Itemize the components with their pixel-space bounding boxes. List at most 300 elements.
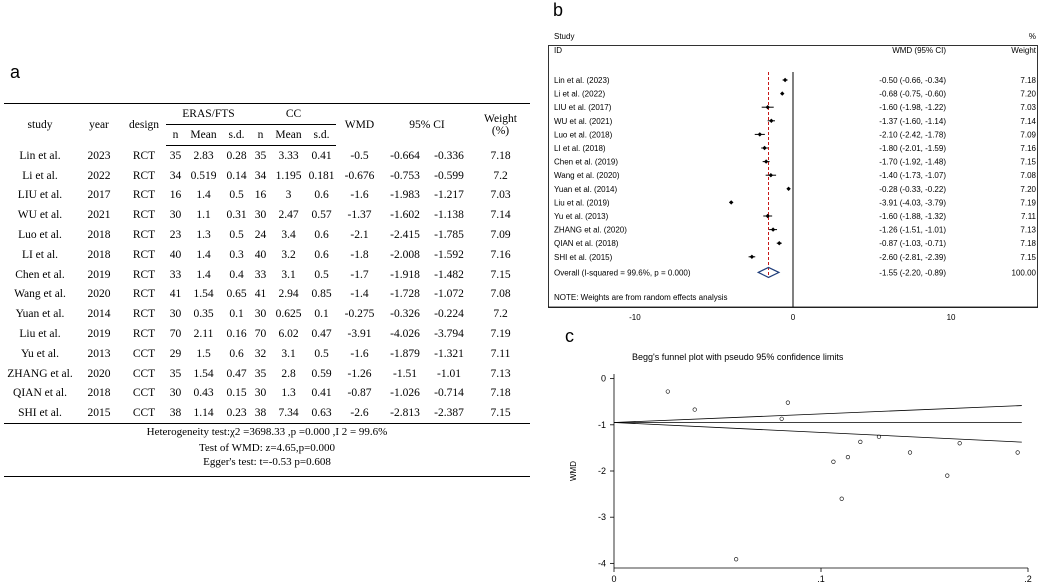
forest-study-label: ZHANG et al. (2020): [554, 225, 627, 235]
forest-overall-ci-text: -1.55 (-2.20, -0.89): [879, 268, 946, 278]
forest-ci-text: -1.37 (-1.60, -1.14): [879, 116, 946, 126]
forest-study-label: Liu et al. (2019): [554, 198, 610, 208]
forest-ci-text: -1.60 (-1.88, -1.32): [879, 212, 946, 221]
funnel-xtick-label: .2: [1024, 574, 1032, 584]
cell-ci-low: -2.008: [390, 248, 420, 261]
cell-cc-mean: 3: [285, 189, 292, 202]
cell-wmd: -3.91: [347, 328, 372, 341]
eggers-test: Egger's test: t=-0.53 p=0.608: [4, 456, 530, 477]
table-row: [4, 364, 530, 384]
cell-weight: 7.19: [490, 328, 511, 341]
cell-design: RCT: [132, 209, 156, 222]
cell-design: CCT: [132, 347, 156, 360]
forest-ci-text: -0.87 (-1.03, -0.71): [879, 239, 946, 249]
panel-label-c: c: [565, 326, 574, 346]
forest-study-label: Yu et al. (2013): [554, 212, 609, 221]
cell-cc-sd: 0.5: [314, 347, 329, 360]
cell-year: 2014: [87, 308, 111, 321]
forest-ci-text: -1.60 (-1.98, -1.22): [879, 103, 946, 113]
cell-eras-mean: 0.519: [190, 169, 217, 182]
cell-wmd: -1.37: [347, 209, 372, 222]
cell-wmd: -0.275: [344, 308, 375, 321]
cell-cc-sd: 0.5: [314, 268, 329, 281]
forest-point-estimate: [771, 227, 775, 231]
forest-ci-text: -0.68 (-0.75, -0.60): [879, 89, 946, 99]
cell-ci-low: -1.879: [390, 347, 420, 360]
forest-weight-text: 7.14: [1020, 116, 1036, 126]
header-weight-label: Weight: [484, 112, 517, 125]
forest-study-label: Chen et al. (2019): [554, 157, 619, 167]
cell-eras-n: 41: [169, 288, 182, 301]
funnel-point: [859, 440, 863, 444]
cell-weight: 7.13: [490, 367, 511, 380]
funnel-ytick-label: -4: [597, 558, 606, 569]
funnel-point: [734, 557, 738, 561]
forest-header-pct: %: [1028, 32, 1036, 41]
panel-label-a: a: [10, 62, 21, 82]
funnel-point: [846, 455, 850, 459]
cell-ci-low: -0.326: [390, 308, 420, 321]
cell-eras-mean: 1.4: [196, 189, 211, 202]
cell-ci-low: -2.813: [383, 403, 427, 423]
funnel-point: [958, 441, 962, 445]
table-row: [4, 205, 530, 225]
cell-eras-mean: 1.3: [196, 229, 211, 242]
forest-study-label: WU et al. (2021): [554, 116, 613, 126]
funnel-ytick-label: 0: [600, 373, 606, 384]
cell-eras-n: 70: [169, 328, 182, 341]
cell-eras-mean: 0.35: [193, 308, 214, 321]
cell-wmd: -0.676: [344, 169, 375, 182]
table-row: [4, 225, 530, 245]
cell-wmd: -1.26: [347, 367, 372, 380]
cell-study: Liu et al.: [19, 328, 61, 341]
cell-ci-high: -0.599: [434, 169, 464, 182]
cell-eras-sd: 0.23: [222, 403, 251, 423]
header-design: design: [122, 104, 166, 146]
cell-ci-high: -1.138: [434, 209, 464, 222]
header-eras-fts: ERAS/FTS: [166, 104, 251, 125]
cell-year: 2019: [87, 328, 111, 341]
cell-weight: 7.18: [490, 387, 511, 400]
table-row: [4, 324, 530, 344]
header-eras-n: n: [166, 125, 185, 146]
forest-weight-text: 7.20: [1020, 89, 1036, 99]
forest-overall-label: Overall (I-squared = 99.6%, p = 0.000): [554, 268, 691, 278]
cell-weight: 7.15: [471, 403, 530, 423]
forest-study-label: Li et al. (2022): [554, 89, 606, 99]
cell-study: Wang et al.: [14, 288, 66, 301]
header-95ci: 95% CI: [383, 104, 471, 146]
funnel-upper-limit: [614, 406, 1022, 423]
forest-point-estimate: [786, 187, 790, 191]
table-row: [4, 403, 530, 423]
cell-weight: 7.11: [490, 347, 511, 360]
cell-wmd: -1.7: [350, 268, 369, 281]
cell-ci-low: -4.026: [390, 328, 420, 341]
cell-cc-n: 34: [254, 169, 267, 182]
cell-study: Yu et al.: [20, 347, 59, 360]
cell-cc-mean: 2.94: [278, 288, 299, 301]
cell-design: RCT: [132, 268, 156, 281]
forest-study-label: Yuan et al. (2014): [554, 184, 618, 194]
cell-cc-sd: 0.6: [314, 189, 329, 202]
table-row: [4, 245, 530, 265]
table-body: [4, 146, 530, 424]
forest-ci-text: -3.91 (-4.03, -3.79): [879, 198, 946, 208]
table-row: [4, 166, 530, 186]
cell-eras-n: 29: [169, 347, 182, 360]
forest-point-estimate: [769, 119, 773, 123]
cell-ci-high: -0.714: [434, 387, 464, 400]
cell-cc-mean: 2.8: [281, 367, 296, 380]
cell-cc-sd: 0.47: [311, 328, 332, 341]
cell-cc-sd: 0.6: [314, 248, 329, 261]
cell-eras-sd: 0.28: [226, 149, 247, 162]
cell-year: 2019: [87, 268, 111, 281]
cell-eras-mean: 0.43: [193, 387, 214, 400]
cell-year: 2013: [87, 347, 111, 360]
cell-cc-sd: 0.59: [311, 367, 332, 380]
cell-eras-n: 16: [169, 189, 182, 202]
cell-design: CCT: [122, 403, 166, 423]
forest-point-estimate: [783, 78, 787, 82]
meta-analysis-table: [4, 103, 530, 477]
cell-eras-mean: 1.1: [196, 209, 211, 222]
cell-design: CCT: [132, 367, 156, 380]
forest-weight-text: 7.08: [1020, 171, 1036, 181]
cell-design: CCT: [132, 387, 156, 400]
header-weight: [471, 104, 530, 146]
cell-cc-n: 16: [254, 189, 267, 202]
cell-eras-n: 30: [169, 308, 182, 321]
cell-weight: 7.15: [490, 268, 511, 281]
header-cc: CC: [251, 104, 336, 125]
cell-eras-n: 35: [169, 367, 182, 380]
cell-weight: 7.2: [493, 169, 508, 182]
cell-ci-high: -1.072: [434, 288, 464, 301]
funnel-title: Begg's funnel plot with pseudo 95% confidence limits: [632, 352, 844, 362]
header-wmd: WMD: [336, 104, 383, 146]
cell-eras-n: 30: [169, 209, 182, 222]
cell-eras-sd: 0.47: [226, 367, 247, 380]
forest-weight-text: 7.20: [1020, 184, 1036, 194]
header-study: study: [4, 104, 76, 146]
cell-weight: 7.16: [490, 248, 511, 261]
forest-weight-text: 7.19: [1020, 198, 1036, 208]
forest-weight-text: 7.03: [1020, 103, 1036, 113]
cell-eras-n: 40: [169, 248, 182, 261]
cell-weight: 7.09: [490, 229, 511, 242]
cell-cc-n: 41: [254, 288, 267, 301]
cell-eras-sd: 0.4: [229, 268, 244, 281]
forest-study-label: Wang et al. (2020): [554, 171, 620, 181]
cell-design: RCT: [132, 229, 156, 242]
cell-ci-high: -0.336: [434, 149, 464, 162]
cell-design: RCT: [132, 169, 156, 182]
funnel-ylabel: WMD: [569, 461, 578, 481]
cell-wmd: -0.5: [350, 149, 369, 162]
table-row: [4, 146, 530, 166]
cell-cc-sd: 0.57: [311, 209, 332, 222]
forest-study-label: Lin et al. (2023): [554, 76, 610, 85]
cell-wmd: -2.1: [350, 229, 369, 242]
forest-point-estimate: [766, 214, 770, 218]
cell-eras-mean: 2.11: [193, 328, 214, 341]
header-cc-sd: s.d.: [307, 125, 336, 146]
wmd-test: Test of WMD: z=4.65,p=0.000: [198, 442, 336, 455]
cell-cc-n: 38: [251, 403, 270, 423]
cell-eras-sd: 0.65: [226, 288, 247, 301]
cell-cc-n: 30: [254, 209, 267, 222]
cell-eras-sd: 0.15: [226, 387, 247, 400]
cell-eras-sd: 0.5: [229, 229, 244, 242]
cell-ci-low: -1.918: [390, 268, 420, 281]
cell-cc-mean: 3.33: [278, 149, 299, 162]
heterogeneity-test: Heterogeneity test:χ2 =3698.33 ,p =0.000 ,I 2 = 99.6%: [146, 426, 388, 439]
funnel-point: [786, 401, 790, 405]
cell-ci-low: -1.602: [390, 209, 420, 222]
cell-year: 2020: [87, 288, 111, 301]
funnel-point: [780, 417, 784, 421]
funnel-point: [945, 474, 949, 478]
cell-eras-n: 30: [169, 387, 182, 400]
cell-ci-high: -3.794: [434, 328, 464, 341]
cell-cc-mean: 6.02: [278, 328, 299, 341]
funnel-point: [908, 451, 912, 455]
forest-ci-text: -0.28 (-0.33, -0.22): [879, 184, 946, 194]
cell-weight: 7.03: [490, 189, 511, 202]
cell-cc-n: 35: [254, 149, 267, 162]
cell-cc-sd: 0.63: [307, 403, 336, 423]
cell-ci-high: -1.785: [434, 229, 464, 242]
cell-cc-n: 33: [254, 268, 267, 281]
cell-ci-low: -1.728: [390, 288, 420, 301]
forest-header-wmd: WMD (95% CI): [892, 46, 946, 55]
cell-ci-low: -1.983: [390, 189, 420, 202]
cell-ci-high: -1.592: [434, 248, 464, 261]
cell-ci-high: -1.482: [434, 268, 464, 281]
forest-point-estimate: [764, 159, 768, 163]
cell-study: Chen et al.: [15, 268, 65, 281]
forest-point-estimate: [766, 105, 770, 109]
cell-cc-sd: 0.41: [311, 149, 332, 162]
cell-ci-low: -1.51: [393, 367, 417, 380]
header-cc-n: n: [251, 125, 270, 146]
cell-year: 2021: [87, 209, 111, 222]
funnel-point: [1016, 451, 1020, 455]
cell-eras-mean: 1.4: [196, 268, 211, 281]
cell-cc-mean: 3.2: [281, 248, 296, 261]
forest-xtick-label: 10: [946, 313, 956, 322]
table-row: [4, 285, 530, 305]
cell-cc-sd: 0.1: [314, 308, 329, 321]
cell-study: QIAN et al.: [13, 387, 67, 400]
table-row: [4, 304, 530, 324]
cell-eras-mean: 2.83: [193, 149, 214, 162]
cell-weight: 7.14: [490, 209, 511, 222]
forest-point-estimate: [777, 241, 781, 245]
cell-eras-n: 35: [169, 149, 182, 162]
cell-eras-mean: 1.54: [193, 288, 214, 301]
cell-eras-sd: 0.5: [229, 189, 244, 202]
funnel-lower-limit: [614, 423, 1022, 443]
cell-year: 2020: [87, 367, 111, 380]
cell-year: 2022: [87, 169, 111, 182]
cell-eras-mean: 1.54: [193, 367, 214, 380]
cell-eras-sd: 0.3: [229, 248, 244, 261]
forest-xtick-label: 0: [790, 313, 796, 322]
cell-cc-n: 35: [254, 367, 267, 380]
header-eras-sd: s.d.: [222, 125, 251, 146]
cell-eras-n: 34: [169, 169, 182, 182]
forest-weight-text: 7.15: [1020, 157, 1036, 167]
cell-cc-mean: 1.195: [275, 169, 302, 182]
cell-cc-n: 40: [254, 248, 267, 261]
cell-study: Lin et al.: [19, 149, 61, 162]
cell-cc-sd: 0.85: [311, 288, 332, 301]
forest-weight-text: 7.09: [1020, 130, 1036, 140]
cell-cc-n: 70: [254, 328, 267, 341]
cell-study: WU et al.: [17, 209, 63, 222]
forest-study-label: Luo et al. (2018): [554, 130, 613, 140]
cell-year: 2017: [87, 189, 111, 202]
table-row: [4, 186, 530, 206]
cell-weight: 7.18: [490, 149, 511, 162]
forest-ci-text: -1.70 (-1.92, -1.48): [879, 157, 946, 167]
cell-design: RCT: [132, 308, 156, 321]
table-row: [4, 384, 530, 404]
forest-overall-weight: 100.00: [1011, 268, 1036, 278]
forest-ci-text: -2.60 (-2.81, -2.39): [879, 252, 946, 262]
funnel-xtick-label: .1: [817, 574, 825, 584]
cell-weight: 7.2: [493, 308, 508, 321]
forest-xtick-label: -10: [629, 313, 641, 322]
funnel-point: [832, 460, 836, 464]
cell-eras-sd: 0.31: [226, 209, 247, 222]
cell-year: 2018: [87, 248, 111, 261]
cell-study: ZHANG et al.: [7, 367, 73, 380]
cell-wmd: -1.4: [350, 288, 369, 301]
cell-wmd: -1.8: [350, 248, 369, 261]
cell-ci-high: -1.321: [434, 347, 464, 360]
cell-cc-n: 30: [254, 308, 267, 321]
cell-wmd: -0.87: [347, 387, 372, 400]
cell-eras-mean: 1.4: [196, 248, 211, 261]
header-cc-mean: Mean: [270, 125, 307, 146]
funnel-plot: [548, 348, 1048, 586]
forest-study-label: SHI et al. (2015): [554, 252, 613, 262]
cell-eras-sd: 0.16: [226, 328, 247, 341]
forest-weight-text: 7.13: [1020, 225, 1036, 235]
forest-weight-text: 7.15: [1020, 252, 1036, 262]
cell-cc-mean: 1.3: [281, 387, 296, 400]
cell-wmd: -1.6: [350, 347, 369, 360]
forest-weight-text: 7.16: [1020, 144, 1036, 153]
cell-cc-n: 30: [254, 387, 267, 400]
cell-study: SHI et al.: [4, 403, 76, 423]
cell-eras-sd: 0.6: [229, 347, 244, 360]
cell-ci-high: -1.01: [437, 367, 461, 380]
cell-ci-low: -1.026: [390, 387, 420, 400]
cell-ci-high: -2.387: [427, 403, 471, 423]
cell-eras-n: 33: [169, 268, 182, 281]
cell-cc-sd: 0.6: [314, 229, 329, 242]
cell-eras-mean: 1.5: [196, 347, 211, 360]
forest-header-id: ID: [554, 46, 562, 55]
funnel-xtick-label: 0: [611, 574, 617, 584]
forest-study-label: LIU et al. (2017): [554, 103, 612, 113]
header-weight-unit: (%): [491, 124, 510, 137]
forest-ci-text: -2.10 (-2.42, -1.78): [879, 130, 946, 140]
cell-year: 2023: [87, 149, 111, 162]
forest-header-study: Study: [554, 32, 575, 41]
cell-cc-sd: 0.41: [311, 387, 332, 400]
cell-cc-sd: 0.181: [308, 169, 335, 182]
cell-ci-high: -1.217: [434, 189, 464, 202]
funnel-xlabel: [795, 585, 848, 586]
cell-cc-mean: 2.47: [278, 209, 299, 222]
cell-ci-high: -0.224: [434, 308, 464, 321]
cell-eras-n: 38: [166, 403, 185, 423]
cell-ci-low: -0.753: [390, 169, 420, 182]
forest-point-estimate: [769, 173, 773, 177]
forest-plot: [548, 25, 1048, 325]
cell-weight: 7.08: [490, 288, 511, 301]
cell-study: LIU et al.: [17, 189, 63, 202]
funnel-ytick-label: -1: [597, 419, 606, 430]
cell-design: RCT: [132, 248, 156, 261]
cell-cc-n: 24: [254, 229, 267, 242]
funnel-point: [693, 408, 697, 412]
forest-point-estimate: [780, 91, 784, 95]
funnel-point: [840, 497, 844, 501]
funnel-ytick-label: -3: [597, 512, 606, 523]
forest-ci-text: -1.80 (-2.01, -1.59): [879, 144, 946, 153]
cell-study: LI et al.: [21, 248, 59, 261]
funnel-ytick-label: -2: [597, 466, 606, 476]
cell-ci-low: -2.415: [390, 229, 420, 242]
cell-design: RCT: [132, 288, 156, 301]
funnel-point: [666, 390, 670, 394]
cell-eras-sd: 0.1: [229, 308, 244, 321]
forest-ci-text: -1.26 (-1.51, -1.01): [879, 225, 946, 235]
cell-year: 2018: [87, 387, 111, 400]
cell-design: RCT: [132, 149, 156, 162]
forest-point-estimate: [762, 146, 766, 150]
forest-weight-text: 7.18: [1020, 239, 1036, 249]
cell-study: Yuan et al.: [15, 308, 65, 321]
cell-design: RCT: [132, 328, 156, 341]
cell-cc-mean: 7.34: [270, 403, 307, 423]
cell-wmd: -2.6: [336, 403, 383, 423]
forest-header-weight: Weight: [1011, 46, 1036, 55]
cell-cc-mean: 3.1: [281, 268, 296, 281]
cell-cc-mean: 3.4: [281, 229, 296, 242]
forest-weight-text: 7.18: [1020, 76, 1036, 85]
table-row: [4, 344, 530, 364]
cell-study: Luo et al.: [18, 229, 62, 242]
cell-eras-n: 23: [169, 229, 182, 242]
forest-study-label: QIAN et al. (2018): [554, 239, 619, 249]
forest-note: NOTE: Weights are from random effects analysis: [554, 293, 728, 302]
table-row: [4, 265, 530, 285]
cell-design: RCT: [132, 189, 156, 202]
cell-ci-low: -0.664: [390, 149, 420, 162]
forest-ci-text: -0.50 (-0.66, -0.34): [879, 76, 946, 85]
forest-weight-text: 7.11: [1021, 212, 1036, 221]
cell-cc-n: 32: [254, 347, 267, 360]
